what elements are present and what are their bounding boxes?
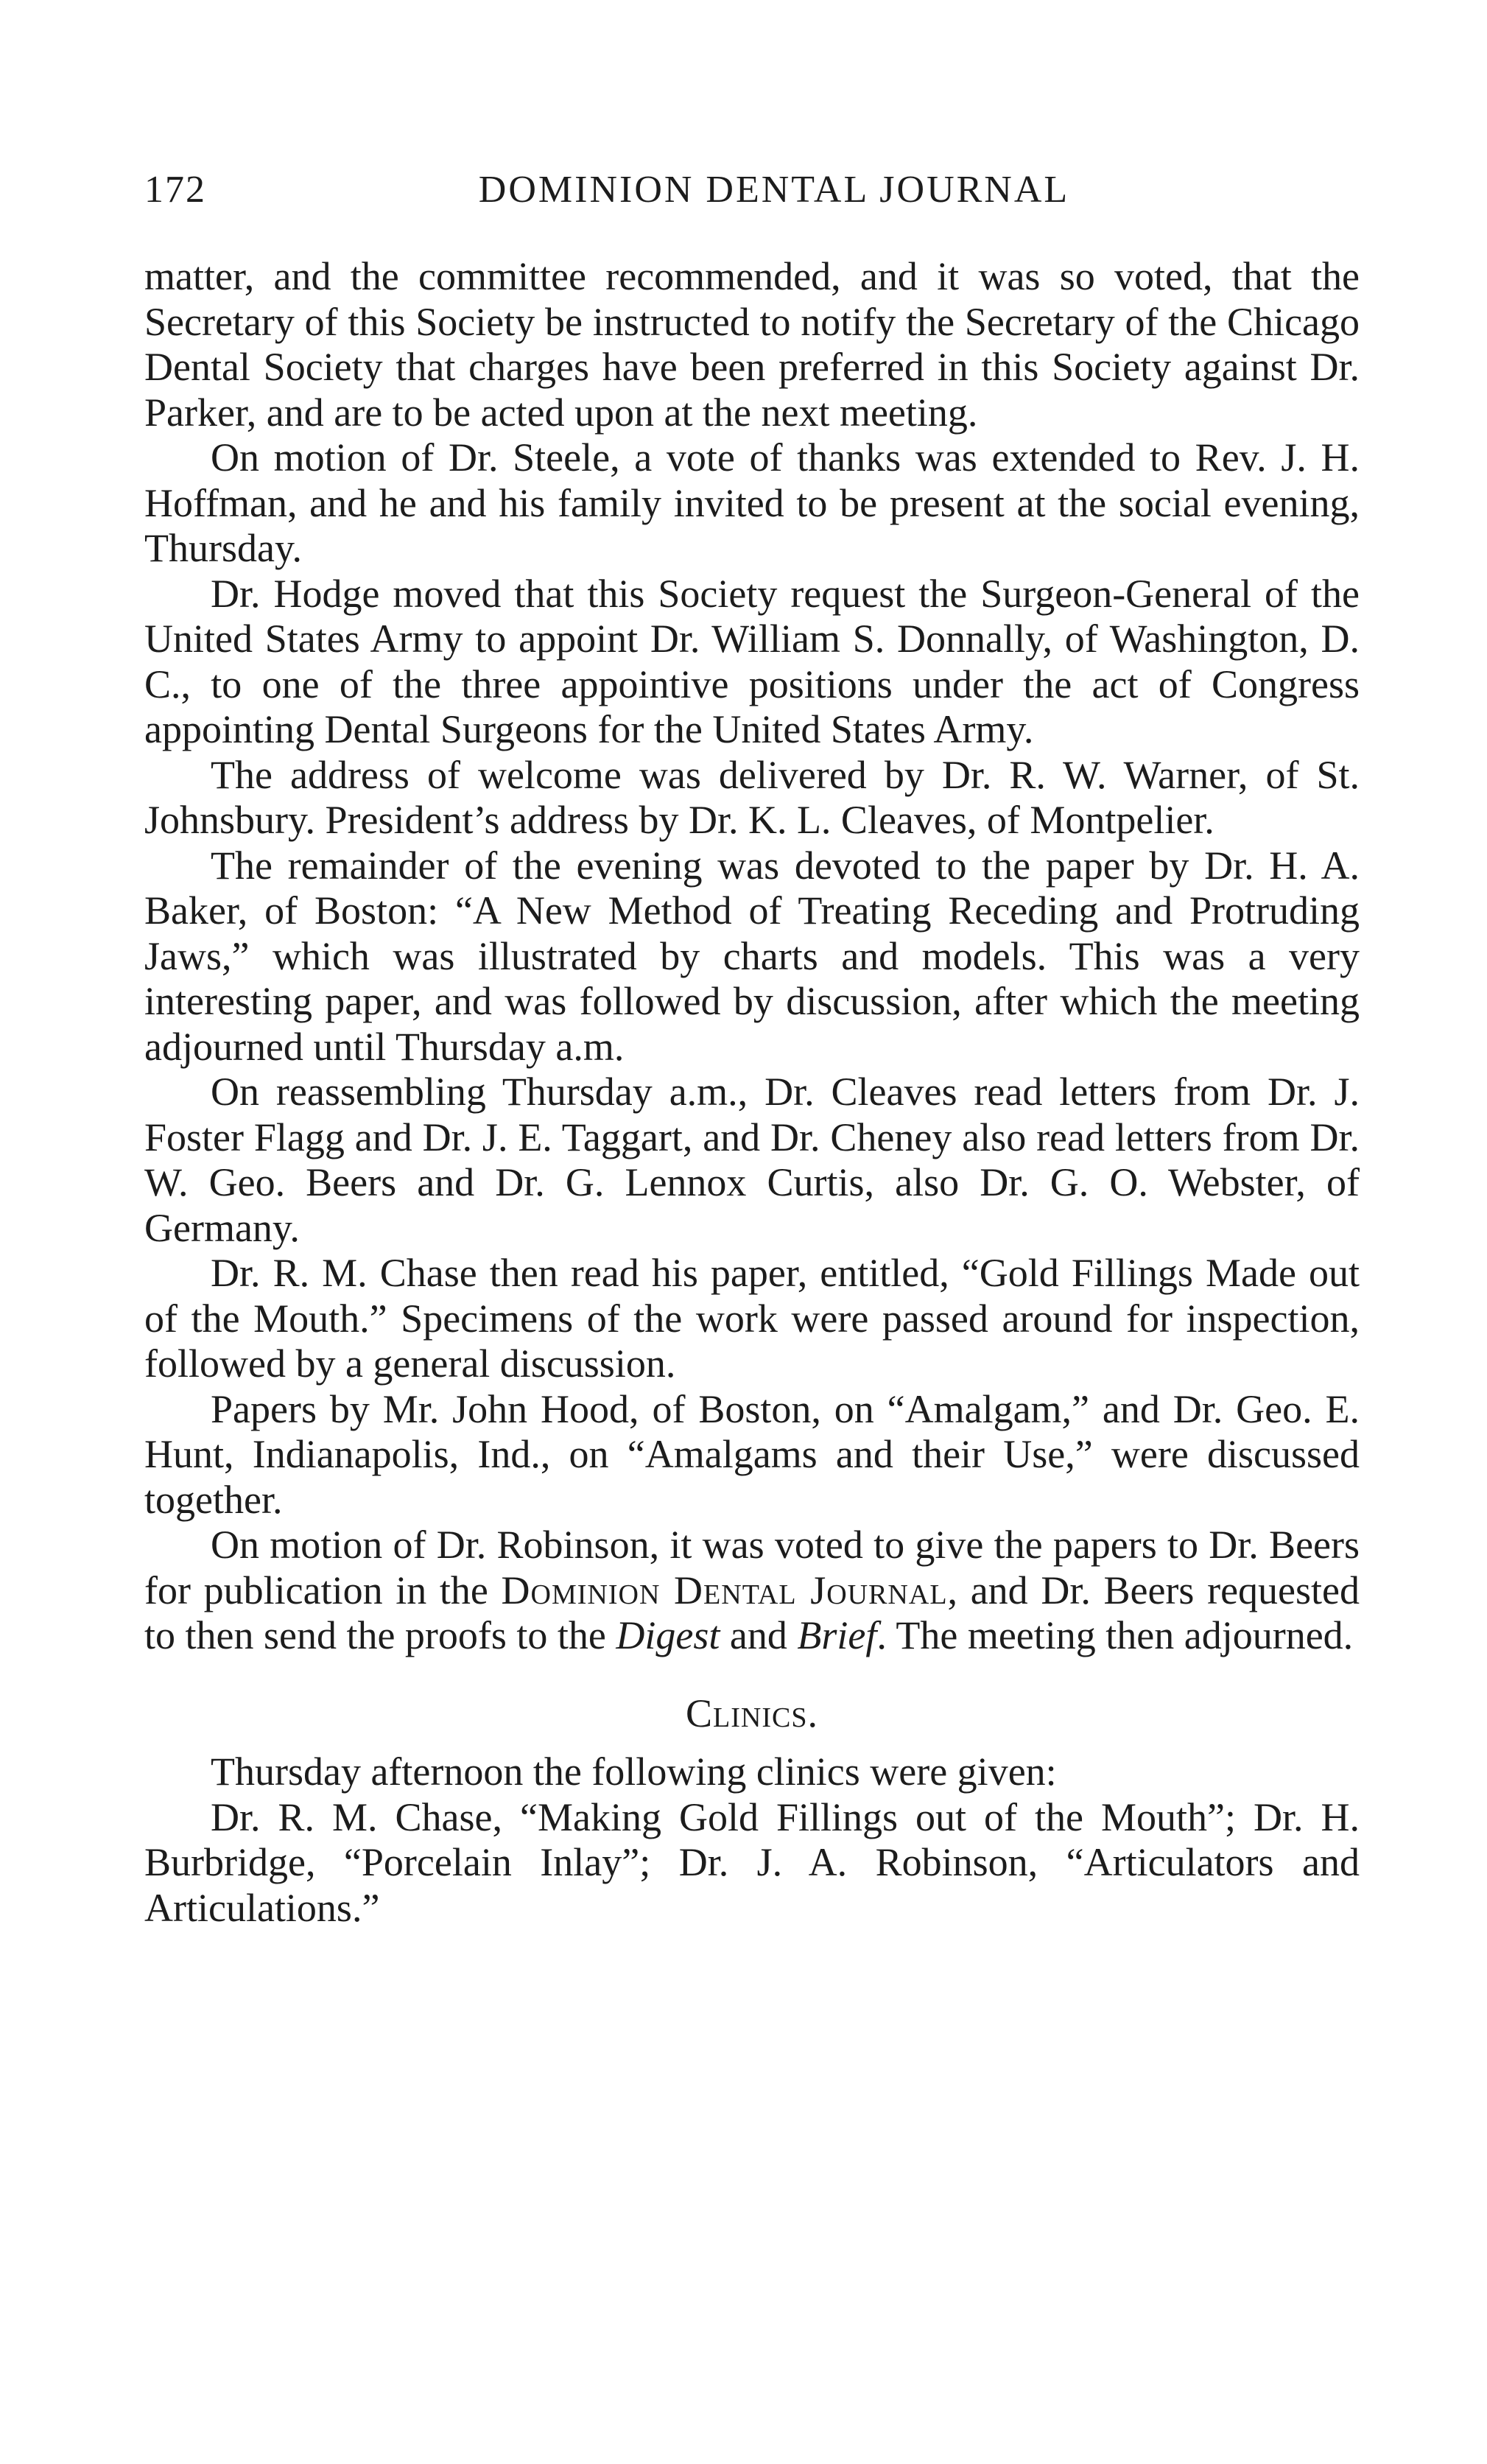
paragraph-clinics-list: Dr. R. M. Chase, “Making Gold Fillings out of the Mouth”; Dr. H. Burbridge, “Porcelain Inlay”; Dr. J. A. Robinson, “Articulators and Articulations.” xyxy=(144,1794,1360,1930)
paragraph-baker-paper: The remainder of the evening was devoted to the paper by Dr. H. A. Baker, of Boston: “A New Method of Treating Receding and Protruding Jaws,” which was illustrated by charts and models. This was a very interesting paper, and was followed by discussion, after which the meeting adjourned until Thursday a.m. xyxy=(144,843,1360,1069)
paragraph-reassembling: On reassembling Thursday a.m., Dr. Cleaves read letters from Dr. J. Foster Flagg and Dr. J. E. Taggart, and Dr. Cheney also read letters from Dr. W. Geo. Beers and Dr. G. Lennox Curtis, also Dr. G. O. Webster, of Germany. xyxy=(144,1070,1360,1250)
paragraph-vote-of-thanks: On motion of Dr. Steele, a vote of thanks was extended to Rev. J. H. Hoffman, and he and his family invited to be present at the social evening, Thursday. xyxy=(144,435,1360,570)
article-body xyxy=(144,254,1360,1931)
clinics-heading-text: Clinics. xyxy=(686,1691,818,1735)
robinson-motion-text-a: On motion of Dr. Robinson, it was voted to give the papers to Dr. Beers for publication in the xyxy=(144,1523,1360,1612)
running-head xyxy=(144,168,1360,221)
paragraph-chase-paper: Dr. R. M. Chase then read his paper, entitled, “Gold Fillings Made out of the Mouth.” Specimens of the work were passed around for inspection, followed by a general discussion. xyxy=(144,1251,1360,1386)
section-heading-clinics xyxy=(144,1691,1360,1737)
robinson-motion-text-c: and xyxy=(720,1613,798,1657)
journal-title: DOMINION DENTAL JOURNAL xyxy=(478,169,1070,211)
page-number: 172 xyxy=(144,169,206,211)
paragraph-amalgam-papers: Papers by Mr. John Hood, of Boston, on “Amalgam,” and Dr. Geo. E. Hunt, Indianapolis, Ind., on “Amalgams and their Use,” were discussed together. xyxy=(144,1386,1360,1522)
digest-title: Digest xyxy=(616,1613,720,1657)
paragraph-committee-vote: matter, and the committee recommended, and it was so voted, that the Secretary of this Society be instructed to notify the Secretary of the Chicago Dental Society that charges have been preferred in this Society against Dr. Parker, and are to be acted upon at the next meeting. xyxy=(144,254,1360,435)
paragraph-robinson-motion xyxy=(144,1523,1360,1659)
robinson-motion-text-d: . The meeting then adjourned. xyxy=(876,1613,1354,1657)
paragraph-hodge-motion: Dr. Hodge moved that this Society request the Surgeon-General of the United States Army to appoint Dr. William S. Donnally, of Washington, D. C., to one of the three appointive positions under the act of Congress appointing Dental Surgeons for the United States Army. xyxy=(144,571,1360,751)
robinson-motion-text-b: , and Dr. Beers requested to then send the proofs to the xyxy=(144,1568,1360,1657)
paragraph-clinics-intro: Thursday afternoon the following clinics were given: xyxy=(211,1749,1057,1794)
paragraph-address-of-welcome: The address of welcome was delivered by Dr. R. W. Warner, of St. Johnsbury. President’s address by Dr. K. L. Cleaves, of Montpelier. xyxy=(144,752,1360,842)
journal-name: Dominion Dental Journal xyxy=(501,1568,948,1612)
brief-title: Brief xyxy=(797,1613,877,1657)
